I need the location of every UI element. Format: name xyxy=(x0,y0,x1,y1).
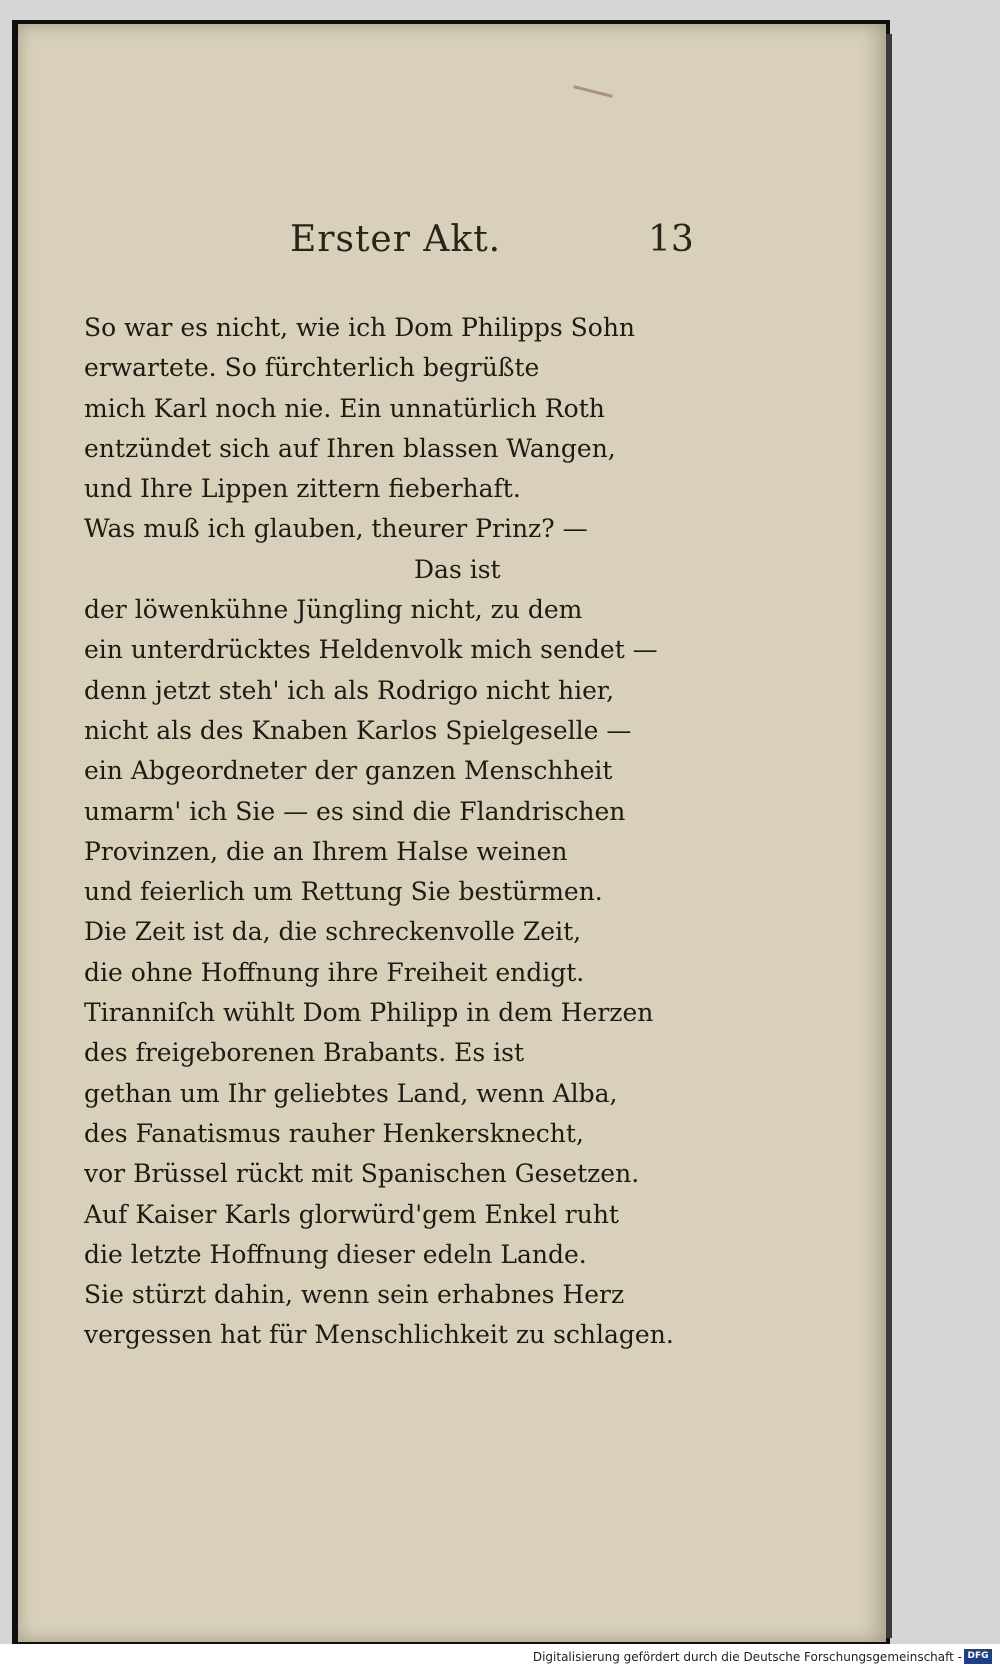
funding-credit: Digitalisierung gefördert durch die Deutsche Forschungsgemeinschaft - xyxy=(532,1650,962,1664)
verse-line: mich Karl noch nie. Ein unnatürlich Roth xyxy=(84,393,605,423)
verse-line: vergessen hat für Menschlichkeit zu schlagen. xyxy=(84,1320,674,1350)
book-page xyxy=(18,24,886,1642)
verse-line: Provinzen, die an Ihrem Halse weinen xyxy=(84,836,568,866)
verse-line: Auf Kaiser Karls glorwürd'gem Enkel ruht xyxy=(84,1199,619,1229)
verse-line: der löwenkühne Jüngling nicht, zu dem xyxy=(84,595,583,625)
verse-line: entzündet sich auf Ihren blassen Wangen, xyxy=(84,433,616,463)
running-head xyxy=(18,219,886,279)
paper-mark xyxy=(573,85,613,98)
verse-line: gethan um Ihr geliebtes Land, wenn Alba, xyxy=(84,1078,618,1108)
page-number: 13 xyxy=(648,219,694,260)
verse-line: vor Brüssel rückt mit Spanischen Gesetzen. xyxy=(84,1159,640,1189)
verse-line: denn jetzt steh' ich als Rodrigo nicht hier, xyxy=(84,675,615,705)
act-title: Erster Akt. xyxy=(290,219,502,260)
verse-line: die letzte Hoffnung dieser edeln Lande. xyxy=(84,1239,587,1269)
verse-line: Tiranniſch wühlt Dom Philipp in dem Herzen xyxy=(84,998,654,1028)
verse-line: die ohne Hoffnung ihre Freiheit endigt. xyxy=(84,957,585,987)
verse-line: des freigeborenen Brabants. Es ist xyxy=(84,1038,525,1068)
dfg-logo: DFG xyxy=(964,1649,992,1664)
verse-line: nicht als des Knaben Karlos Spielgeselle — xyxy=(84,715,632,745)
verse-line: ein Abgeordneter der ganzen Menschheit xyxy=(84,756,613,786)
verse-line: umarm' ich Sie — es sind die Flandrischen xyxy=(84,796,626,826)
verse-text xyxy=(84,308,704,1356)
verse-line: des Fanatismus rauher Henkersknecht, xyxy=(84,1118,584,1148)
verse-line: So war es nicht, wie ich Dom Philipps Sohn xyxy=(84,313,636,342)
verse-line: Das ist xyxy=(414,554,501,584)
verse-line: und Ihre Lippen zittern fieberhaft. xyxy=(84,474,521,504)
verse-line: ein unterdrücktes Heldenvolk mich sendet — xyxy=(84,635,658,665)
verse-line: erwartete. So fürchterlich begrüßte xyxy=(84,353,540,383)
digitization-footer xyxy=(0,1644,1000,1670)
verse-line: und feierlich um Rettung Sie bestürmen. xyxy=(84,877,603,907)
verse-line: Sie stürzt dahin, wenn sein erhabnes Herz xyxy=(84,1280,625,1310)
verse-line: Die Zeit ist da, die schreckenvolle Zeit, xyxy=(84,917,582,947)
verse-line: Was muß ich glauben, theurer Prinz? — xyxy=(84,514,588,544)
